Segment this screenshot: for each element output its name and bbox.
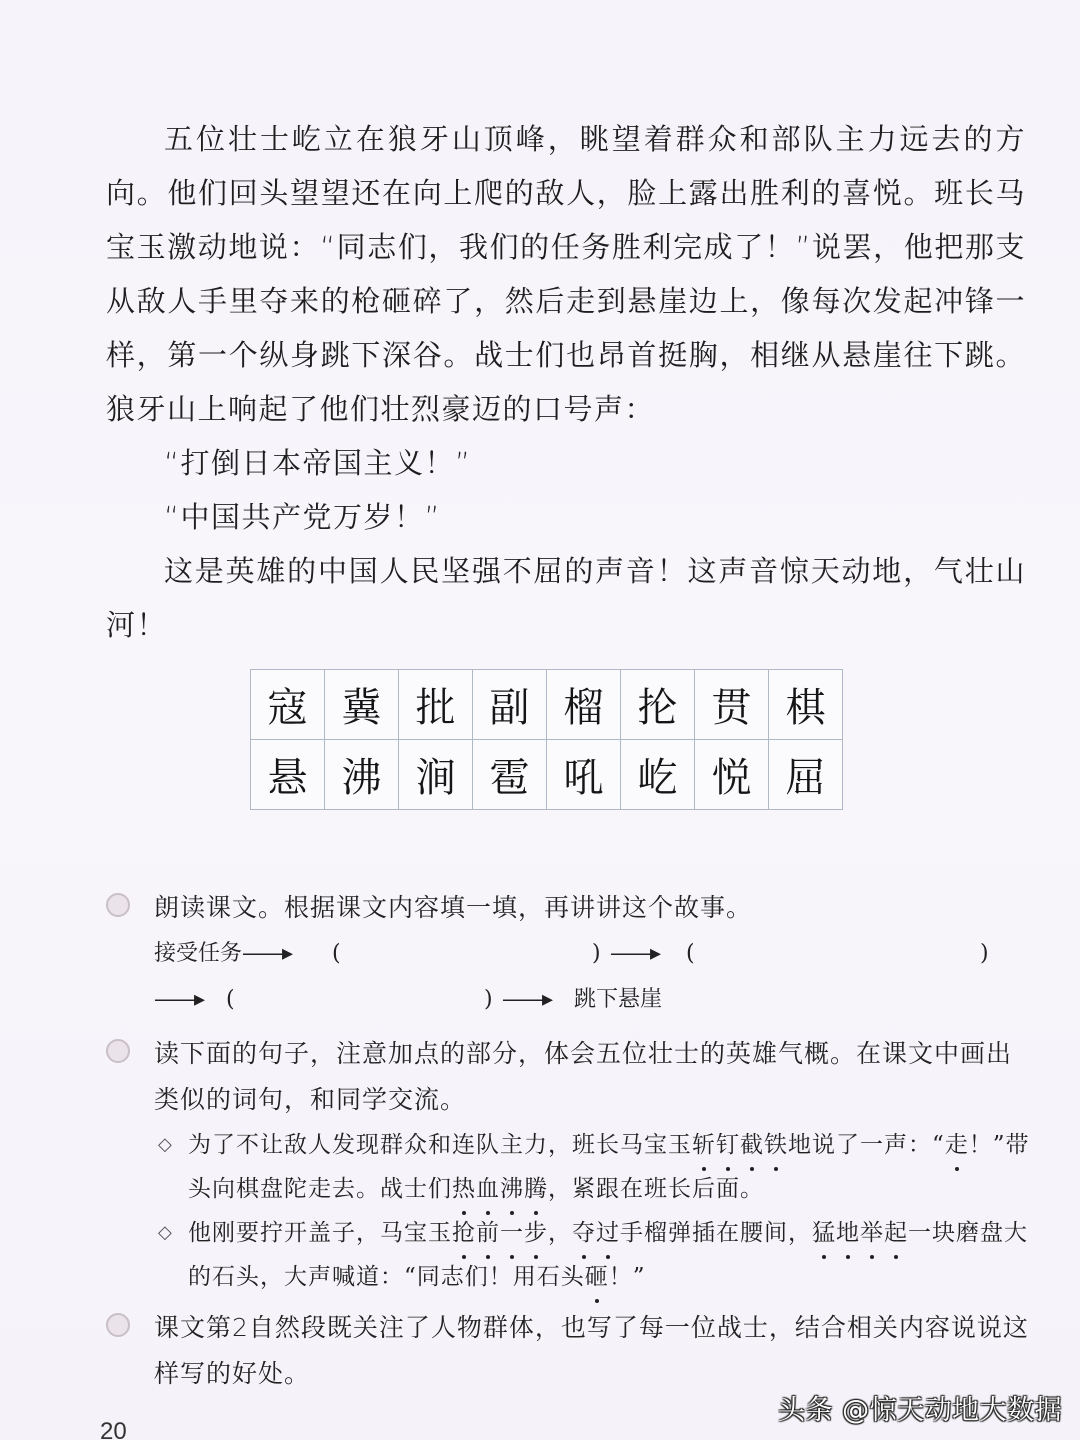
text-segment: 一块磨盘大的石头，大声喊道：“同志们！用石头	[188, 1220, 1028, 1290]
page-number: 20	[100, 1418, 127, 1440]
emphasized-text	[812, 1220, 908, 1246]
char-cell: 批	[399, 670, 473, 740]
arrow-icon: ——▸	[242, 941, 292, 966]
new-characters-grid	[250, 669, 843, 810]
char-cell: 棋	[769, 670, 843, 740]
flow-start: 接受任务	[154, 941, 243, 966]
char-cell: 寇	[251, 670, 325, 740]
exercise-3	[106, 1305, 1036, 1397]
emphasis-dot-char: 猛	[812, 1211, 836, 1255]
emphasis-dot-char: 一	[500, 1211, 524, 1255]
char-cell: 涧	[399, 740, 473, 810]
emphasis-dot-char: 起	[884, 1211, 908, 1255]
text-segment: 地说了一声：“	[788, 1132, 945, 1158]
emphasis-dot-char: 地	[836, 1211, 860, 1255]
emphasis-dot-char: 夺	[572, 1211, 596, 1255]
emphasized-text	[945, 1132, 969, 1158]
example-sentence-2	[154, 1211, 1036, 1299]
emphasis-dot-char: 前	[476, 1211, 500, 1255]
char-cell: 悬	[251, 740, 325, 810]
arrow-icon: ——▸	[610, 941, 660, 966]
char-cell: 抡	[621, 670, 695, 740]
example-sentence-1	[154, 1123, 1036, 1211]
story-flow-line-1	[154, 931, 1036, 977]
text-segment: ！”带头向棋盘陀走去。战士们	[188, 1132, 1030, 1202]
story-flow-line-2	[154, 977, 1036, 1023]
text-segment: ，紧跟在班长后面。	[548, 1176, 764, 1202]
exercise-bullet-icon	[106, 893, 130, 917]
slogan-1: “打倒日本帝国主义！”	[164, 446, 472, 480]
emphasis-dot-char: 钉	[716, 1123, 740, 1167]
emphasized-text	[692, 1132, 788, 1158]
story-paragraph: 五位壮士屹立在狼牙山顶峰，眺望着群众和部队主力远去的方向。他们回头望望还在向上爬的敌人，脸上露出胜利的喜悦。班长马宝玉激动地说：“同志们，我们的任务胜利完成了！”说罢，他把那支从敌人手里夺来的枪砸碎了，然后走到悬崖边上，像每次发起冲锋一样，第一个纵身跳下深谷。战士们也昂首挺胸，相继从悬崖往下跳。狼牙山上响起了他们壮烈豪迈的口号声：	[106, 122, 1026, 426]
char-cell: 吼	[547, 740, 621, 810]
exercises-section	[106, 885, 1036, 1397]
char-cell: 贯	[695, 670, 769, 740]
blank-close-paren[interactable]: )	[592, 941, 601, 966]
exercise-bullet-icon	[106, 1313, 130, 1337]
exercise-1-prompt: 朗读课文。根据课文内容填一填，再讲讲这个故事。	[154, 893, 753, 922]
emphasis-dot-char: 铁	[764, 1123, 788, 1167]
emphasis-dot-char: 腾	[524, 1167, 548, 1211]
emphasis-dot-char: 举	[860, 1211, 884, 1255]
emphasis-dot-char: 抢	[452, 1211, 476, 1255]
emphasis-dot-char: 沸	[500, 1167, 524, 1211]
emphasis-dot-char: 斩	[692, 1123, 716, 1167]
emphasis-dot-char: 截	[740, 1123, 764, 1167]
char-cell: 冀	[325, 670, 399, 740]
char-cell: 榴	[547, 670, 621, 740]
char-cell: 沸	[325, 740, 399, 810]
flow-end: 跳下悬崖	[574, 987, 663, 1012]
text-segment: 手榴弹插在腰间，	[620, 1220, 812, 1246]
exercise-2	[106, 1031, 1036, 1123]
char-cell: 雹	[473, 740, 547, 810]
story-conclusion: 这是英雄的中国人民坚强不屈的声音！这声音惊天动地，气壮山河！	[106, 554, 1026, 642]
blank-open-paren[interactable]: (	[332, 941, 341, 966]
char-cell: 副	[473, 670, 547, 740]
char-cell: 悦	[695, 740, 769, 810]
exercise-1	[106, 885, 1036, 931]
char-cell: 屹	[621, 740, 695, 810]
emphasis-dot-char: 走	[945, 1123, 969, 1167]
exercise-3-prompt: 课文第2自然段既关注了人物群体，也写了每一位战士，结合相关内容说说这样写的好处。	[154, 1313, 1029, 1388]
text-segment: 他刚要拧开盖子，马宝玉	[188, 1220, 452, 1246]
char-row	[251, 740, 843, 810]
emphasis-dot-char: 血	[476, 1167, 500, 1211]
blank-close-paren[interactable]: )	[484, 987, 493, 1012]
emphasis-dot-char: 步	[524, 1211, 548, 1255]
exercise-bullet-icon	[106, 1039, 130, 1063]
diamond-icon: ◇	[158, 1134, 173, 1155]
emphasized-text	[452, 1176, 548, 1202]
diamond-icon: ◇	[158, 1222, 173, 1243]
emphasis-dot-char: 砸	[585, 1255, 609, 1299]
example-sentences	[154, 1123, 1036, 1299]
emphasis-dot-char: 热	[452, 1167, 476, 1211]
char-row	[251, 670, 843, 740]
arrow-icon: ——▸	[502, 987, 552, 1012]
exercise-2-prompt: 读下面的句子，注意加点的部分，体会五位壮士的英雄气概。在课文中画出类似的词句，和同学交流。	[154, 1039, 1013, 1114]
text-segment: 为了不让敌人发现群众和连队主力，班长马宝玉	[188, 1132, 692, 1158]
text-segment: ，	[548, 1220, 572, 1246]
slogan-2: “中国共产党万岁！”	[164, 500, 442, 534]
text-segment: ！”	[608, 1264, 646, 1290]
blank-open-paren[interactable]: (	[686, 941, 695, 966]
emphasized-text	[452, 1220, 548, 1246]
emphasis-dot-char: 过	[596, 1211, 620, 1255]
char-cell: 屈	[769, 740, 843, 810]
blank-close-paren[interactable]: )	[980, 941, 989, 966]
story-text	[106, 112, 1026, 652]
emphasized-text	[585, 1264, 609, 1290]
arrow-icon: ——▸	[154, 987, 204, 1012]
blank-open-paren[interactable]: (	[226, 987, 235, 1012]
emphasized-text	[572, 1220, 620, 1246]
watermark: 头条 @惊天动地大数据	[778, 1395, 1063, 1426]
